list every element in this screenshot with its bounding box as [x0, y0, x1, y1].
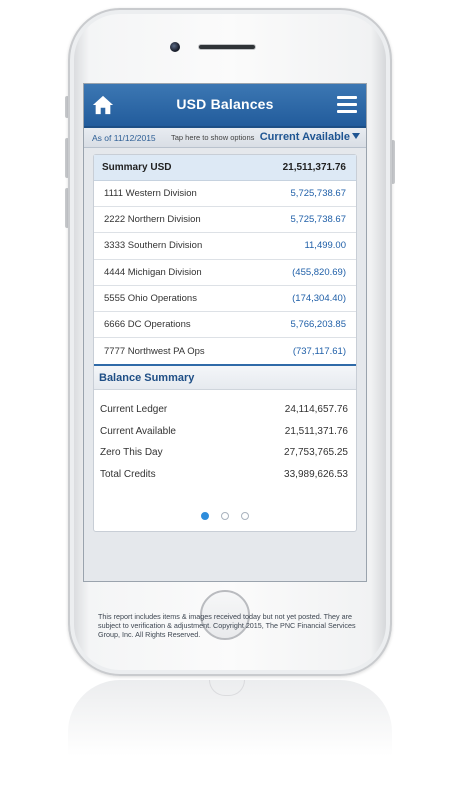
page-dot[interactable] [221, 512, 229, 520]
view-selector[interactable] [260, 131, 360, 143]
balance-amount: 24,114,657.76 [284, 403, 348, 415]
account-row[interactable] [94, 338, 356, 364]
account-amount: 11,499.00 [304, 240, 346, 252]
account-row[interactable] [94, 233, 356, 259]
earpiece-speaker [198, 44, 256, 50]
account-amount: (455,820.69) [292, 266, 346, 278]
account-name: 2222 Northern Division [104, 214, 201, 226]
account-row[interactable] [94, 286, 356, 312]
account-amount: 5,766,203.85 [290, 319, 346, 331]
account-name: 1111 Western Division [104, 188, 197, 200]
balance-amount: 27,753,765.25 [284, 447, 348, 459]
account-name: 7777 Northwest PA Ops [104, 345, 205, 357]
account-row[interactable] [94, 260, 356, 286]
balance-label: Current Ledger [100, 403, 168, 415]
page-dot-active[interactable] [201, 512, 209, 520]
page-title: USD Balances [176, 96, 274, 112]
app-screen [83, 83, 367, 639]
summary-row[interactable] [94, 155, 356, 181]
balance-amount: 33,989,626.53 [284, 469, 348, 481]
top-nav-bar [84, 84, 366, 128]
page-indicator [94, 507, 356, 525]
account-row[interactable] [94, 207, 356, 233]
content-area [84, 148, 366, 639]
balance-label: Current Available [100, 425, 176, 437]
options-hint[interactable]: Tap here to show options [171, 133, 255, 142]
caret-down-icon [352, 133, 360, 139]
summary-amount: 21,511,371.76 [282, 162, 346, 173]
phone-reflection [68, 680, 392, 789]
account-amount: (737,117.61) [292, 345, 346, 357]
summary-label: Summary USD [102, 162, 172, 173]
balance-label: Total Credits [100, 469, 156, 481]
options-bar[interactable] [84, 128, 366, 148]
account-amount: 5,725,738.67 [290, 214, 346, 226]
page-dot[interactable] [241, 512, 249, 520]
balance-summary-row [100, 420, 348, 442]
balance-summary-heading: Balance Summary [94, 364, 356, 390]
as-of-date: As of 11/12/2015 [92, 133, 156, 143]
disclaimer-text: This report includes items & images received today but not yet posted. They are subject to verification & adjustment. Copyright 2015, The PNC Financial Services Group, Inc. All Rights Reserved. [98, 612, 356, 639]
account-name: 4444 Michigan Division [104, 266, 202, 278]
balance-label: Zero This Day [100, 447, 163, 459]
account-amount: 5,725,738.67 [290, 188, 346, 200]
balance-amount: 21,511,371.76 [284, 425, 348, 437]
balance-summary-row [100, 442, 348, 464]
balances-card [93, 154, 357, 532]
view-selector-label: Current Available [259, 131, 350, 143]
account-name: 5555 Ohio Operations [104, 292, 197, 304]
balance-summary-row [100, 464, 348, 486]
account-row[interactable] [94, 312, 356, 338]
account-name: 3333 Southern Division [104, 240, 203, 252]
hamburger-menu-icon[interactable] [337, 96, 357, 114]
balance-summary-row [100, 398, 348, 420]
account-amount: (174,304.40) [292, 292, 346, 304]
account-name: 6666 DC Operations [104, 319, 191, 331]
front-camera [170, 42, 180, 52]
balance-summary-list [94, 390, 356, 485]
account-row[interactable] [94, 181, 356, 207]
